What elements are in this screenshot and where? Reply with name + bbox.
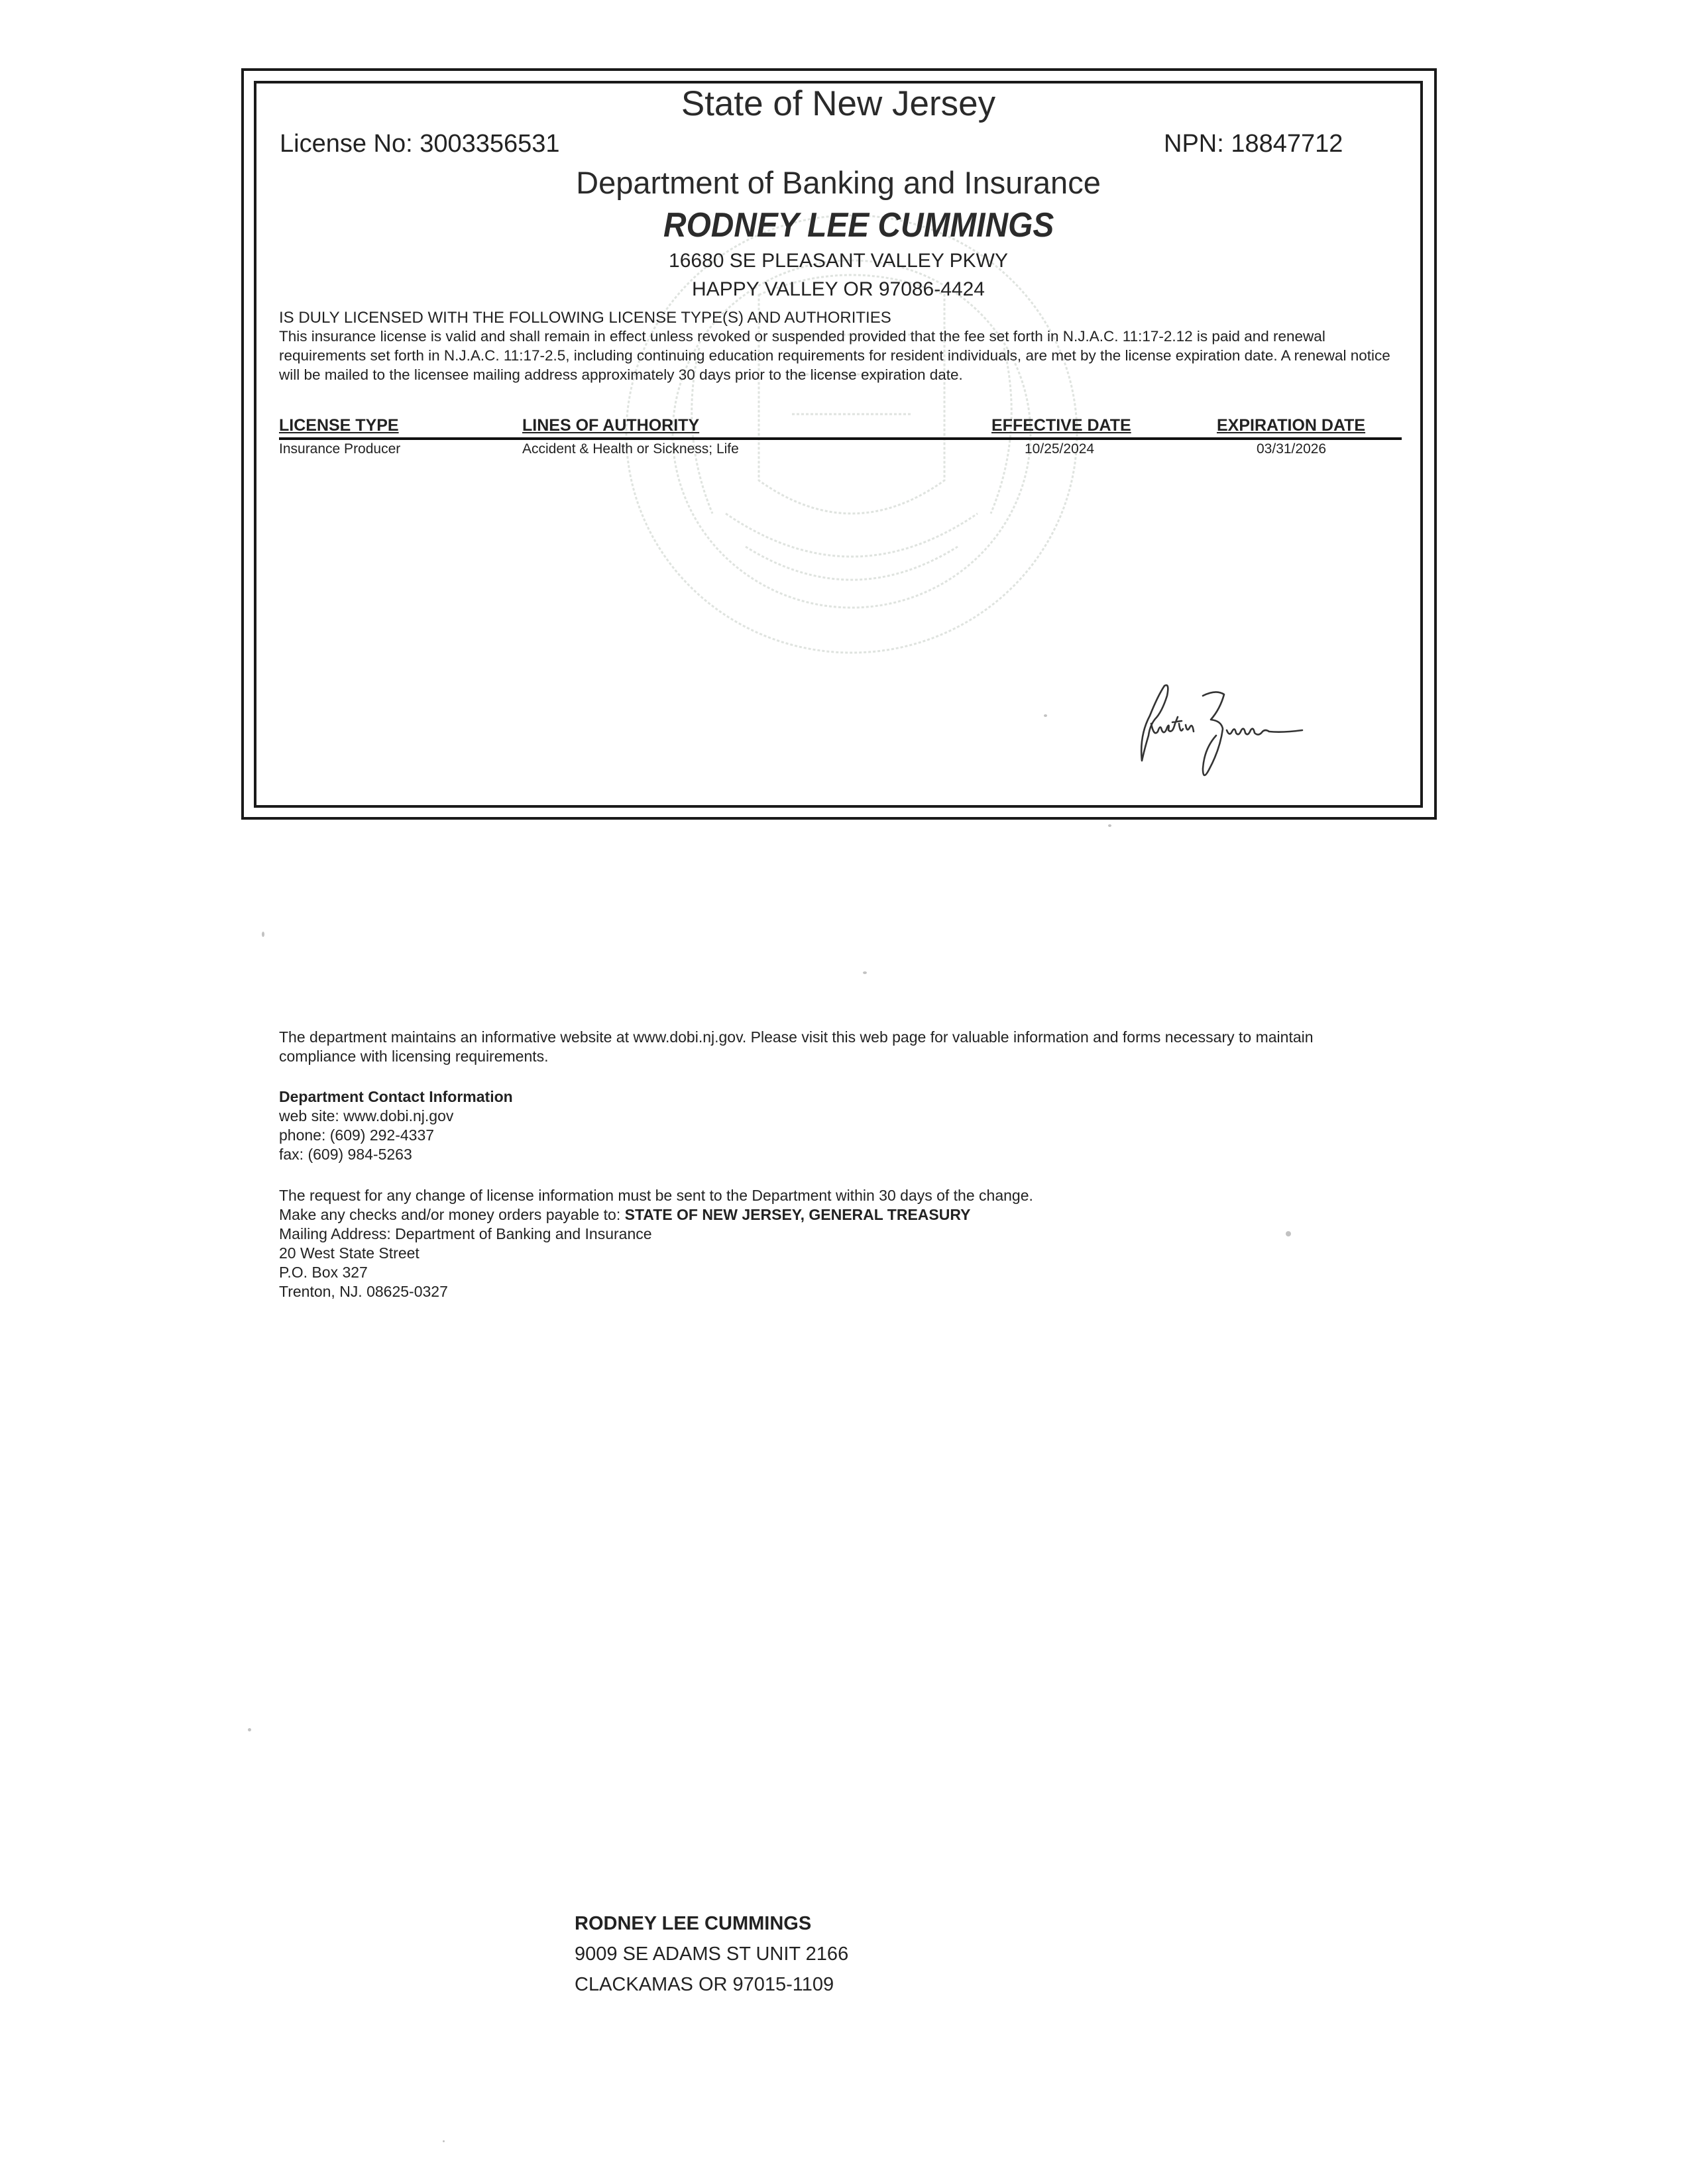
- header-effective-date: EFFECTIVE DATE: [991, 416, 1131, 435]
- contact-heading: Department Contact Information: [279, 1088, 513, 1105]
- mailing-address-line3: P.O. Box 327: [279, 1264, 368, 1281]
- checks-payee: STATE OF NEW JERSEY, GENERAL TREASURY: [624, 1206, 971, 1223]
- mailing-address-line1: Mailing Address: Department of Banking and Insurance: [279, 1225, 652, 1242]
- license-table: [279, 415, 1402, 460]
- license-table-header: [279, 415, 1402, 440]
- licensee-address-line2: HAPPY VALLEY OR 97086-4424: [692, 278, 985, 300]
- scan-speck: [248, 1728, 251, 1731]
- header-expiration-date: EXPIRATION DATE: [1217, 416, 1366, 435]
- mailing-address-line2: 20 West State Street: [279, 1244, 420, 1262]
- scan-speck: [1044, 714, 1047, 717]
- mailing-address-line4: Trenton, NJ. 08625-0327: [279, 1283, 448, 1300]
- cell-lines-of-authority: Accident & Health or Sickness; Life: [522, 441, 739, 457]
- department-name: Department of Banking and Insurance: [576, 165, 1101, 200]
- contact-website: web site: www.dobi.nj.gov: [279, 1107, 454, 1124]
- handwritten-signature-icon: [1103, 676, 1316, 789]
- header-lines-of-authority: LINES OF AUTHORITY: [522, 416, 700, 435]
- table-row: [279, 440, 1402, 460]
- cell-expiration-date: 03/31/2026: [1257, 441, 1327, 457]
- cell-license-type: Insurance Producer: [279, 441, 401, 457]
- recipient-address-line1: 9009 SE ADAMS ST UNIT 2166: [575, 1943, 849, 1965]
- contact-fax: fax: (609) 984-5263: [279, 1146, 412, 1163]
- cell-effective-date: 10/25/2024: [1025, 441, 1095, 457]
- contact-phone: phone: (609) 292-4337: [279, 1126, 435, 1144]
- change-request-block: [279, 1186, 1033, 1301]
- checks-payable-line: [279, 1205, 1033, 1225]
- scan-speck: [1108, 824, 1111, 827]
- scan-speck: [262, 932, 264, 937]
- header-license-type: LICENSE TYPE: [279, 416, 399, 435]
- checks-payable-prefix: Make any checks and/or money orders payable to:: [279, 1206, 625, 1223]
- certificate-title: State of New Jersey: [681, 84, 996, 123]
- licensee-address-line1: 16680 SE PLEASANT VALLEY PKWY: [669, 250, 1008, 272]
- scan-speck: [1286, 1231, 1291, 1236]
- recipient-address-block: [575, 1908, 848, 2000]
- validity-paragraph: This insurance license is valid and shall remain in effect unless revoked or suspended provided that the fee set forth in N.J.A.C. 11:17-2.12 is paid and renewal requirements set forth in N.J.A.C. 11:17-2.5, including continuing education requirements for resident individuals, are met by the license expiration date. A renewal notice will be mailed to the licensee mailing address approximately 30 days prior to the license expiration date.: [279, 328, 1390, 383]
- change-request-text: The request for any change of license information must be sent to the Department within 30 days of the change.: [279, 1187, 1033, 1204]
- recipient-name: RODNEY LEE CUMMINGS: [575, 1913, 812, 1934]
- scan-speck: [863, 971, 867, 974]
- recipient-address-line2: CLACKAMAS OR 97015-1109: [575, 1974, 834, 1995]
- scan-speck: [443, 2140, 445, 2142]
- licensee-name: RODNEY LEE CUMMINGS: [663, 206, 1054, 245]
- website-info-paragraph: The department maintains an informative website at www.dobi.nj.gov. Please visit this web page for valuable information and forms necessary to maintain compliance with licensing requirements.: [279, 1028, 1314, 1065]
- duly-licensed-statement: IS DULY LICENSED WITH THE FOLLOWING LICENSE TYPE(S) AND AUTHORITIES: [279, 309, 891, 327]
- license-number: License No: 3003356531: [280, 130, 560, 158]
- department-contact-block: [279, 1087, 513, 1164]
- npn-number: NPN: 18847712: [1164, 130, 1343, 158]
